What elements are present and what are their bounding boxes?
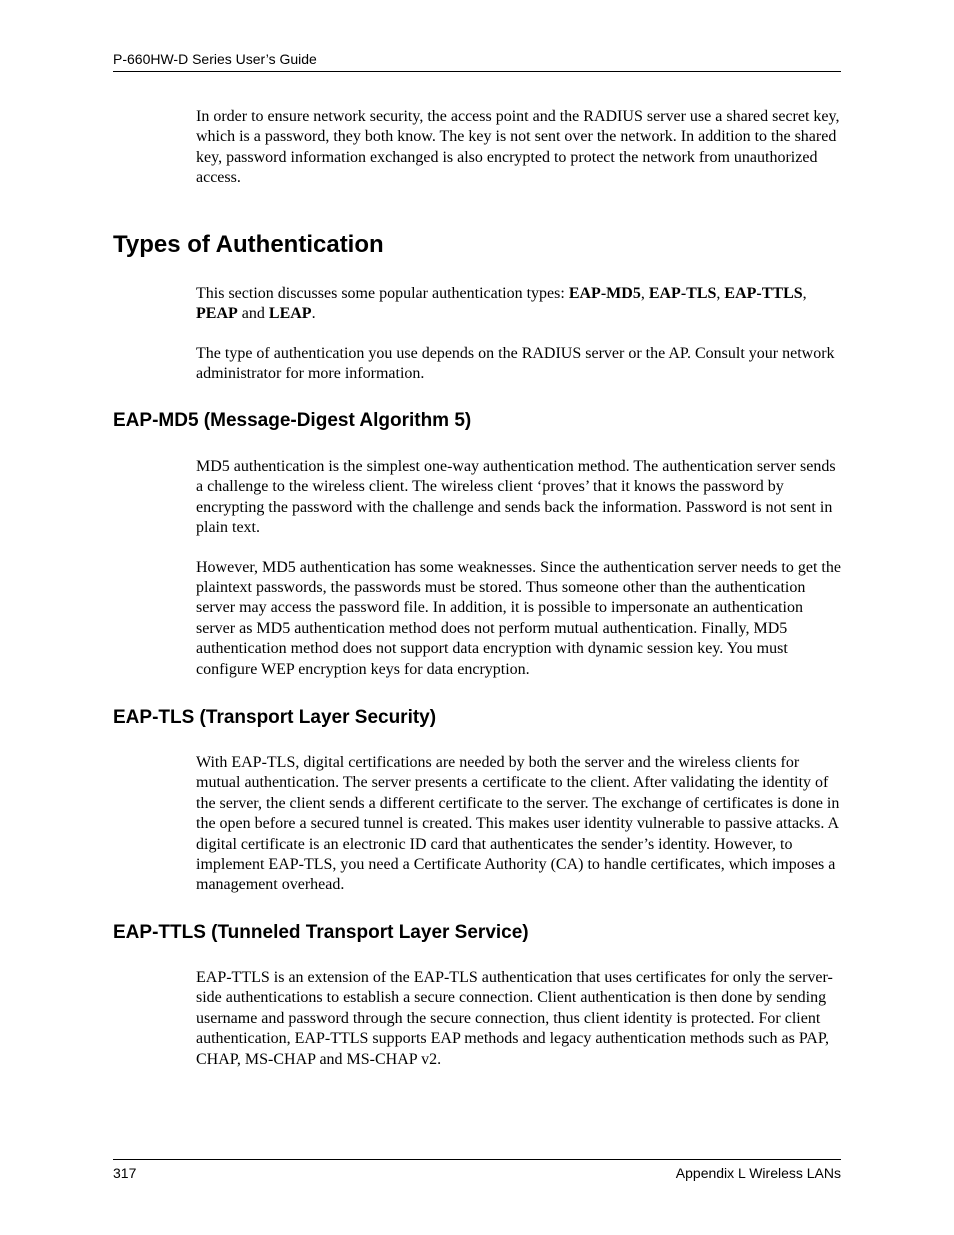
types-paragraph-1 bbox=[196, 284, 844, 325]
intro-section bbox=[196, 107, 844, 189]
types-p1-prefix: This section discusses some popular authentication types: bbox=[196, 285, 569, 302]
tls-heading: EAP-TLS (Transport Layer Security) bbox=[113, 707, 437, 728]
ttls-section bbox=[196, 968, 844, 1070]
type-leap: LEAP bbox=[268, 305, 312, 323]
page-header bbox=[113, 50, 841, 72]
type-eap-md5: EAP-MD5 bbox=[568, 285, 641, 302]
types-paragraph-2: The type of authentication you use depends on the RADIUS server or the AP. Consult your network administrator for more information. bbox=[196, 344, 835, 383]
types-p1-suffix: . bbox=[311, 305, 316, 323]
types-sep-1: , bbox=[640, 285, 649, 302]
md5-section bbox=[196, 457, 844, 680]
tls-paragraph-1: With EAP-TLS, digital certifications are needed by both the server and the wireless clients for mutual authentication. The server presents a certificate to the client. After validating the identity of the server, the client sends a different certificate to the server. The exchange of certificates is done in the open before a secured tunnel is created. This makes user identity vulnerable to passive attacks. A digital certificate is an electronic ID card that authenticates the sender’s identity. However, to implement EAP-TLS, you need a Certificate Authority (CA) to handle certificates, which imposes a management overhead. bbox=[196, 754, 840, 894]
tls-section bbox=[196, 753, 844, 896]
footer-section: Appendix L Wireless LANs bbox=[675, 1165, 841, 1181]
md5-heading: EAP-MD5 (Message-Digest Algorithm 5) bbox=[113, 410, 472, 431]
type-peap: PEAP bbox=[196, 305, 238, 323]
header-title: P-660HW-D Series User’s Guide bbox=[113, 51, 317, 67]
ttls-heading: EAP-TTLS (Tunneled Transport Layer Service) bbox=[113, 922, 529, 943]
types-sep-3: , bbox=[802, 285, 807, 302]
intro-paragraph: In order to ensure network security, the access point and the RADIUS server use a shared secret key, which is a password, they both know. The key is not sent over the network. In addition to the shared key, password information exchanged is also encrypted to protect the network from unauthorized access. bbox=[196, 108, 840, 187]
types-sep-4: and bbox=[237, 305, 269, 323]
md5-paragraph-1: MD5 authentication is the simplest one-way authentication method. The authentication server sends a challenge to the wireless client. The wireless client ‘proves’ that it knows the password by encrypting the password with the challenge and sends back the information. Password is not sent in plain text. bbox=[196, 458, 836, 537]
ttls-paragraph-1: EAP-TTLS is an extension of the EAP-TLS authentication that uses certificates for only the server-side authentications to establish a secure connection. Client authentication is then done by sending username and password through the secure connection, thus client identity is protected. For client authentication, EAP-TTLS supports EAP methods and legacy authentication methods such as PAP, CHAP, MS-CHAP and MS-CHAP v2. bbox=[196, 969, 833, 1068]
page-footer bbox=[113, 1159, 841, 1182]
type-eap-tls: EAP-TLS bbox=[648, 285, 717, 302]
types-section bbox=[196, 284, 844, 385]
types-heading: Types of Authentication bbox=[113, 231, 384, 258]
type-eap-ttls: EAP-TTLS bbox=[724, 285, 803, 302]
md5-paragraph-2: However, MD5 authentication has some weaknesses. Since the authentication server needs to get the plaintext passwords, the passwords must be stored. Thus someone other than the authentication server may access the password file. In addition, it is possible to impersonate an authentication server as MD5 authentication method does not perform mutual authentication. Finally, MD5 authentication method does not support data encryption with dynamic session key. You must configure WEP encryption keys for data encryption. bbox=[196, 558, 841, 678]
page-number: 317 bbox=[113, 1165, 137, 1181]
types-sep-2: , bbox=[716, 285, 725, 302]
